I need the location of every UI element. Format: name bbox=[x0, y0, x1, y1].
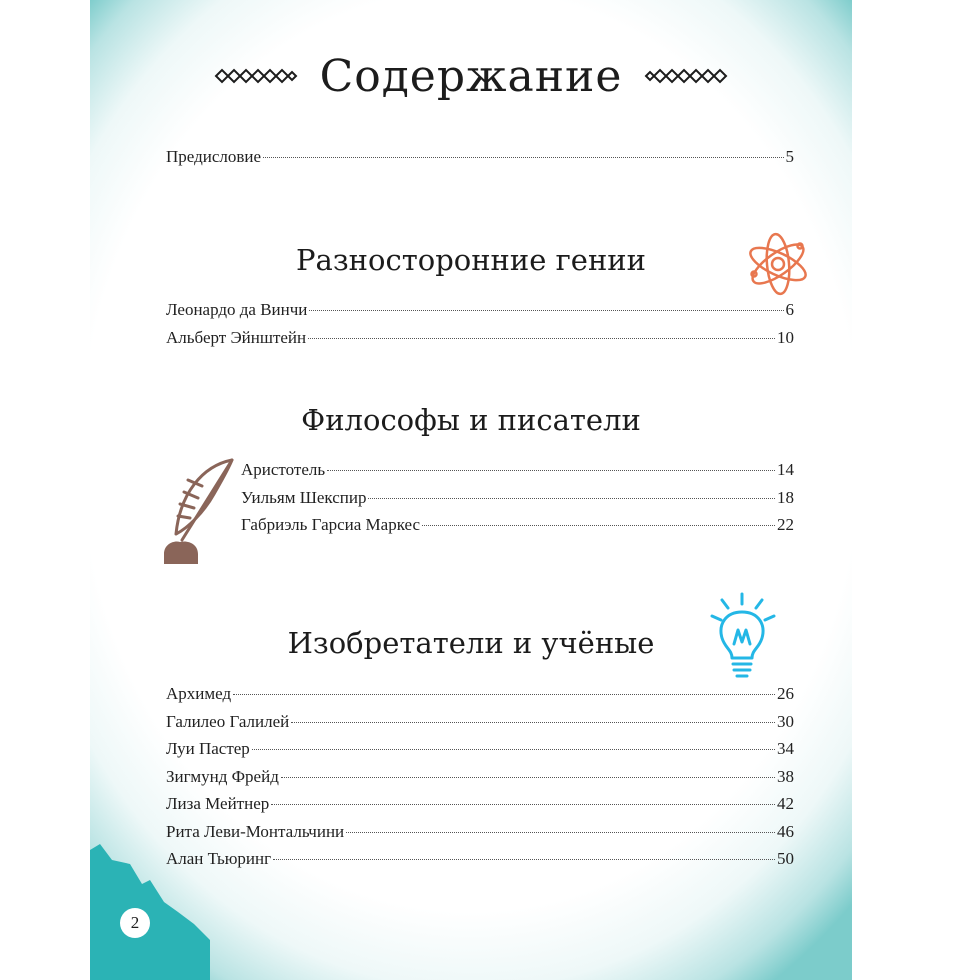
page-number: 2 bbox=[120, 908, 150, 938]
toc-entry-page: 6 bbox=[785, 300, 794, 319]
leader-dots bbox=[368, 498, 775, 499]
leader-dots bbox=[273, 859, 775, 860]
leader-dots bbox=[263, 157, 783, 158]
toc-entry-page: 38 bbox=[777, 766, 794, 786]
section-title-1: Разносторонние гении bbox=[296, 243, 646, 277]
toc-entry[interactable] bbox=[166, 767, 794, 795]
section-1-list bbox=[166, 300, 794, 355]
toc-entry-page: 46 bbox=[777, 821, 794, 841]
leader-dots bbox=[327, 470, 775, 471]
toc-entry[interactable] bbox=[166, 822, 794, 850]
light-bulb-icon bbox=[704, 586, 784, 680]
preface-list bbox=[166, 147, 794, 175]
toc-entry-page: 26 bbox=[777, 684, 794, 703]
toc-entry[interactable] bbox=[241, 488, 794, 516]
leader-dots bbox=[281, 777, 775, 778]
toc-entry-page: 5 bbox=[785, 147, 794, 166]
toc-entry-label: Луи Пастер bbox=[166, 739, 250, 758]
toc-entry-label: Предисловие bbox=[166, 147, 262, 166]
toc-entry-label: Леонардо да Винчи bbox=[166, 300, 308, 319]
toc-entry-page: 42 bbox=[777, 794, 794, 813]
toc-entry[interactable] bbox=[166, 328, 794, 356]
toc-entry[interactable] bbox=[166, 300, 794, 328]
toc-entry-label: Рита Леви-Монтальчини bbox=[166, 821, 345, 841]
book-page bbox=[90, 0, 852, 980]
toc-entry-page: 34 bbox=[777, 739, 794, 758]
leader-dots bbox=[252, 749, 775, 750]
left-knot-ornament bbox=[214, 68, 298, 84]
toc-entry-label: Габриэль Гарсиа Маркес bbox=[241, 515, 421, 534]
toc-entry[interactable] bbox=[166, 712, 794, 740]
toc-entry[interactable] bbox=[166, 794, 794, 822]
toc-entry-label: Алан Тьюринг bbox=[166, 849, 272, 868]
section-2-list bbox=[241, 460, 794, 543]
leader-dots bbox=[291, 722, 775, 723]
toc-entry-label: Архимед bbox=[166, 684, 232, 703]
toc-entry-label: Альберт Эйнштейн bbox=[166, 327, 307, 347]
leader-dots bbox=[233, 694, 775, 695]
leader-dots bbox=[309, 310, 783, 311]
toc-entry-label: Уильям Шекспир bbox=[241, 487, 367, 507]
toc-entry[interactable] bbox=[166, 849, 794, 877]
section-3-list bbox=[166, 684, 794, 877]
page-title: Содержание bbox=[319, 50, 623, 102]
toc-entry-page: 18 bbox=[777, 487, 794, 507]
toc-entry-preface[interactable] bbox=[166, 147, 794, 175]
toc-entry-page: 10 bbox=[777, 327, 794, 347]
toc-entry-label: Аристотель bbox=[241, 460, 326, 479]
section-title-3: Изобретатели и учёные bbox=[287, 626, 655, 660]
toc-entry-page: 22 bbox=[777, 515, 794, 534]
right-knot-ornament bbox=[644, 68, 728, 84]
toc-entry[interactable] bbox=[166, 739, 794, 767]
leader-dots bbox=[422, 525, 775, 526]
toc-entry[interactable] bbox=[241, 460, 794, 488]
toc-entry-page: 50 bbox=[777, 849, 794, 868]
leader-dots bbox=[271, 804, 775, 805]
toc-entry-label: Зигмунд Фрейд bbox=[166, 766, 279, 786]
toc-entry-page: 14 bbox=[777, 460, 794, 479]
section-title-2: Философы и писатели bbox=[301, 403, 641, 437]
toc-entry-page: 30 bbox=[777, 711, 794, 731]
title-row bbox=[90, 36, 852, 116]
toc-entry[interactable] bbox=[241, 515, 794, 543]
quill-pen-icon bbox=[158, 456, 238, 570]
leader-dots bbox=[308, 338, 775, 339]
leader-dots bbox=[346, 832, 775, 833]
toc-entry-label: Лиза Мейтнер bbox=[166, 794, 270, 813]
atom-icon bbox=[742, 228, 814, 300]
toc-entry-label: Галилео Галилей bbox=[166, 711, 290, 731]
toc-entry[interactable] bbox=[166, 684, 794, 712]
